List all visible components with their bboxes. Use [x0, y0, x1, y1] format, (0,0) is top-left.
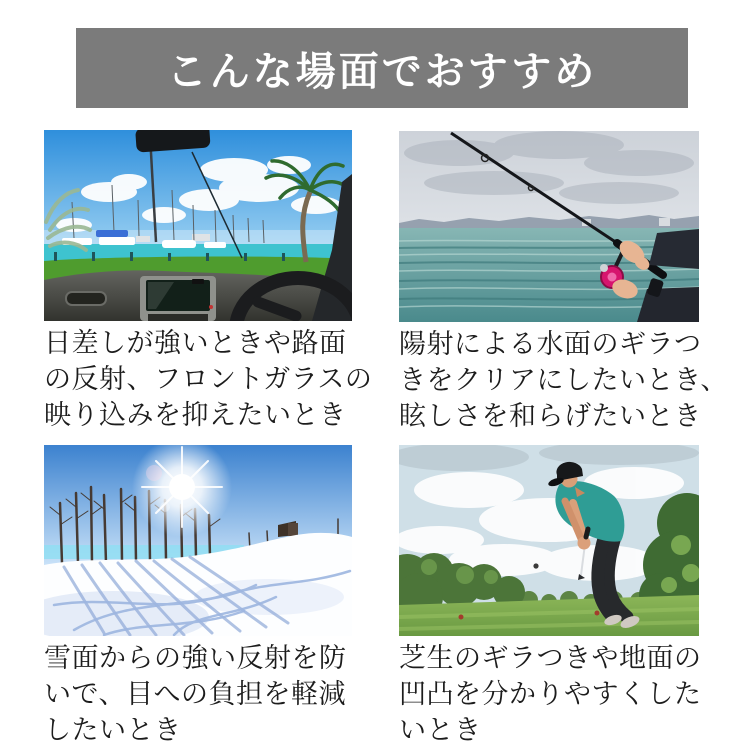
caption-line: 凹凸を分かりやすくした [399, 679, 702, 709]
caption-line: 日差しが強いときや路面 [44, 328, 347, 358]
caption-snow [44, 640, 352, 748]
section-title-banner [76, 28, 688, 108]
caption-line: きをクリアにしたいとき、 [399, 365, 728, 395]
scene-card-driving [44, 130, 372, 433]
caption-line: 雪面からの強い反射を防 [44, 643, 347, 673]
scene-card-golf [399, 445, 702, 748]
car-windshield-marina-view-photo [44, 130, 352, 321]
scene-card-snow [44, 445, 352, 748]
fishing-rod-over-sea-photo [399, 131, 699, 322]
scene-card-fishing [399, 131, 728, 434]
caption-line: 眩しさを和らげたいとき [399, 401, 702, 431]
snowfield-sun-glare-photo [44, 445, 352, 636]
caption-line: 映り込みを抑えたいとき [44, 400, 347, 430]
caption-line: の反射、フロントガラスの [44, 364, 373, 394]
caption-line: いで、目への負担を軽減 [44, 679, 346, 709]
caption-line: いとき [399, 715, 482, 745]
caption-fishing [399, 326, 728, 434]
section-title: こんな場面でおすすめ [166, 49, 598, 94]
caption-line: したいとき [44, 715, 182, 745]
caption-line: 陽射による水面のギラつ [399, 329, 702, 359]
caption-golf [399, 640, 702, 748]
golfer-on-course-photo [399, 445, 699, 636]
caption-line: 芝生のギラつきや地面の [399, 643, 702, 673]
caption-driving [44, 325, 372, 433]
